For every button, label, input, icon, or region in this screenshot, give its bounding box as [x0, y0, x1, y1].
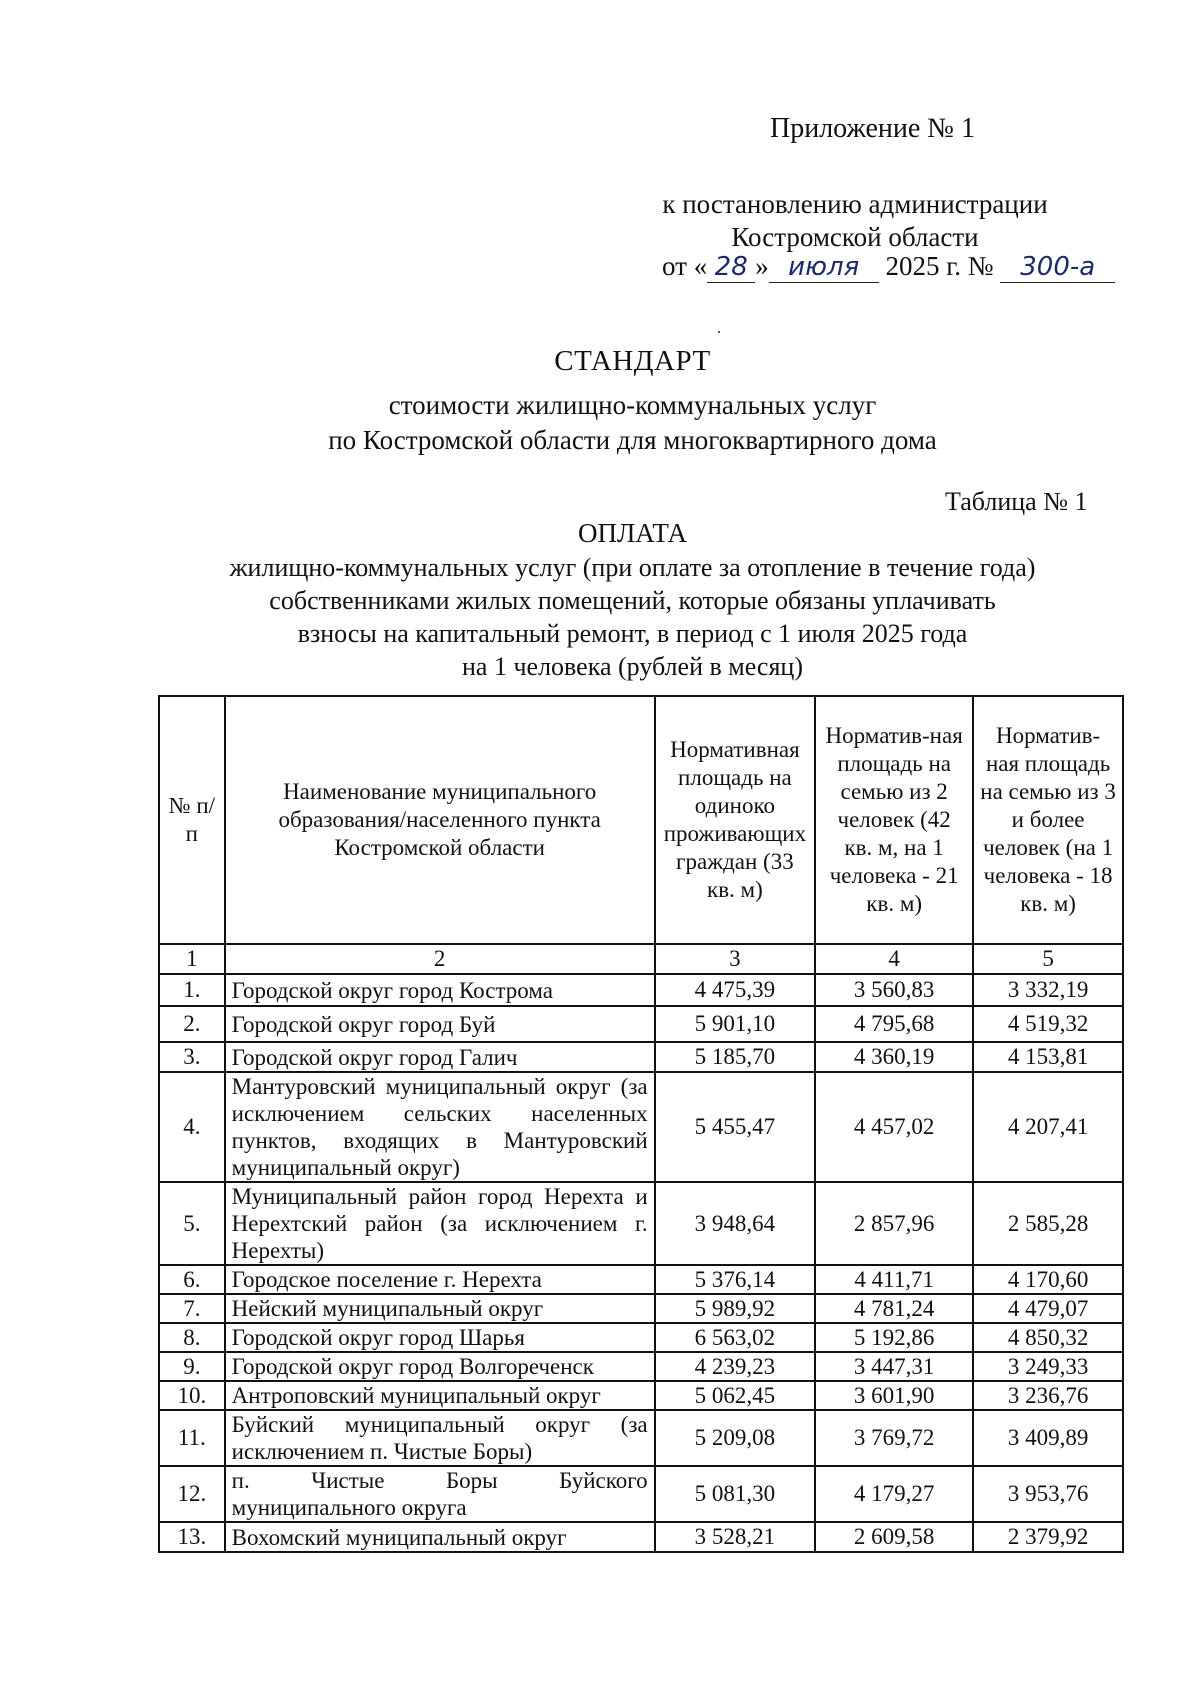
table-row: [159, 1381, 1123, 1410]
row-value-two: 5 192,86: [815, 1323, 973, 1352]
row-value-three: 3 249,33: [973, 1352, 1123, 1381]
decree-date-line: [662, 251, 1115, 283]
row-number: 13.: [159, 1522, 225, 1552]
header-two-persons: Норматив-ная площадь на семью из 2 человек (42 кв. м, на 1 человека - 21 кв. м): [815, 696, 973, 944]
index-cell: 5: [973, 944, 1123, 974]
row-value-three: 3 409,89: [973, 1410, 1123, 1466]
row-value-two: 3 447,31: [815, 1352, 973, 1381]
subtitle-line-1: стоимости жилищно-коммунальных услуг: [388, 390, 877, 420]
table-row: [159, 1072, 1123, 1182]
row-value-single: 4 475,39: [655, 974, 816, 1006]
table-row: [159, 1006, 1123, 1042]
date-year: 2025 г. №: [878, 251, 1001, 281]
row-value-single: 3 948,64: [655, 1182, 816, 1265]
row-value-three: 4 170,60: [973, 1265, 1123, 1294]
row-name: Городской округ город Кострома: [225, 974, 655, 1006]
row-name: Антроповский муниципальный округ: [225, 1381, 655, 1410]
description-line-3: взносы на капитальный ремонт, в период с 1 июля 2025 года: [297, 619, 968, 648]
table-row: [159, 974, 1123, 1006]
table-row: [159, 1323, 1123, 1352]
row-name: п. Чистые Боры Буйского муниципального округа: [225, 1466, 655, 1522]
row-value-two: 4 360,19: [815, 1042, 973, 1072]
description-line-1: жилищно-коммунальных услуг (при оплате за отопление в течение года): [229, 553, 1036, 582]
table-row: [159, 1522, 1123, 1552]
date-prefix: от «: [662, 251, 708, 281]
row-name: Нейский муниципальный округ: [225, 1294, 655, 1323]
header-three-persons: Норматив-ная площадь на семью из 3 и более человек (на 1 человека - 18 кв. м): [973, 696, 1123, 944]
date-mid: »: [755, 251, 769, 281]
row-value-single: 5 901,10: [655, 1006, 816, 1042]
row-value-two: 4 179,27: [815, 1466, 973, 1522]
table-row: [159, 1042, 1123, 1072]
table-row: [159, 1294, 1123, 1323]
row-value-single: 5 455,47: [655, 1072, 816, 1182]
row-name: Городской округ город Галич: [225, 1042, 655, 1072]
row-number: 1.: [159, 974, 225, 1006]
index-cell: 4: [815, 944, 973, 974]
row-name: Городской округ город Шарья: [225, 1323, 655, 1352]
row-value-three: 4 207,41: [973, 1072, 1123, 1182]
row-value-three: 3 332,19: [973, 974, 1123, 1006]
decree-reference: [620, 188, 1090, 254]
row-name: Буйский муниципальный округ (за исключением п. Чистые Боры): [225, 1410, 655, 1466]
row-value-single: 3 528,21: [655, 1522, 816, 1552]
row-value-three: 4 153,81: [973, 1042, 1123, 1072]
row-value-single: 5 185,70: [655, 1042, 816, 1072]
row-value-three: 2 379,92: [973, 1522, 1123, 1552]
row-name: Муниципальный район город Нерехта и Нерехтский район (за исключением г. Нерехты): [225, 1182, 655, 1265]
table-title: ОПЛАТА: [577, 518, 688, 548]
row-name: Городской округ город Волгореченск: [225, 1352, 655, 1381]
row-number: 9.: [159, 1352, 225, 1381]
row-number: 4.: [159, 1072, 225, 1182]
row-value-single: 5 081,30: [655, 1466, 816, 1522]
row-value-two: 3 601,90: [815, 1381, 973, 1410]
row-number: 8.: [159, 1323, 225, 1352]
row-value-three: 4 519,32: [973, 1006, 1123, 1042]
table-description: [0, 551, 1200, 683]
row-value-single: 4 239,23: [655, 1352, 816, 1381]
row-number: 7.: [159, 1294, 225, 1323]
index-cell: 3: [655, 944, 816, 974]
date-day-handwritten: 28: [707, 252, 755, 283]
row-value-three: 4 479,07: [973, 1294, 1123, 1323]
row-value-single: 5 062,45: [655, 1381, 816, 1410]
row-value-three: 4 850,32: [973, 1323, 1123, 1352]
date-month-handwritten: июля: [769, 252, 879, 283]
table-body: [159, 944, 1123, 1552]
index-cell: 1: [159, 944, 225, 974]
subtitle-line-2: по Костромской области для многоквартирного дома: [328, 425, 937, 455]
table-header-row: [159, 696, 1123, 944]
description-line-4: на 1 человека (рублей в месяц): [462, 652, 803, 681]
row-value-single: 6 563,02: [655, 1323, 816, 1352]
document-title: СТАНДАРТ: [554, 345, 711, 377]
header-name: Наименование муниципального образования/населенного пункта Костромской области: [225, 696, 655, 944]
row-value-two: 4 411,71: [815, 1265, 973, 1294]
header-number: № п/п: [159, 696, 225, 944]
row-number: 3.: [159, 1042, 225, 1072]
row-value-three: 2 585,28: [973, 1182, 1123, 1265]
row-value-two: 3 560,83: [815, 974, 973, 1006]
table-row: [159, 1466, 1123, 1522]
row-value-two: 2 609,58: [815, 1522, 973, 1552]
row-value-two: 4 457,02: [815, 1072, 973, 1182]
row-name: Вохомский муниципальный округ: [225, 1522, 655, 1552]
row-name: Мантуровский муниципальный округ (за исключением сельских населенных пунктов, входящих в Мантуровский муниципальный округ): [225, 1072, 655, 1182]
row-value-three: 3 236,76: [973, 1381, 1123, 1410]
table-row: [159, 1410, 1123, 1466]
decree-line-1: к постановлению администрации: [662, 189, 1048, 219]
table-row: [159, 1182, 1123, 1265]
row-value-three: 3 953,76: [973, 1466, 1123, 1522]
row-number: 10.: [159, 1381, 225, 1410]
row-number: 11.: [159, 1410, 225, 1466]
row-value-two: 3 769,72: [815, 1410, 973, 1466]
row-value-single: 5 209,08: [655, 1410, 816, 1466]
row-number: 6.: [159, 1265, 225, 1294]
row-value-two: 2 857,96: [815, 1182, 973, 1265]
cost-table: [158, 695, 1124, 1553]
row-value-two: 4 781,24: [815, 1294, 973, 1323]
row-name: Городской округ город Буй: [225, 1006, 655, 1042]
description-line-2: собственниками жилых помещений, которые обязаны уплачивать: [269, 586, 996, 615]
row-value-two: 4 795,68: [815, 1006, 973, 1042]
index-cell: 2: [225, 944, 655, 974]
table-number: Таблица № 1: [945, 487, 1088, 516]
row-number: 12.: [159, 1466, 225, 1522]
row-number: 2.: [159, 1006, 225, 1042]
header-single: Нормативная площадь на одиноко проживающих граждан (33 кв. м): [655, 696, 816, 944]
row-number: 5.: [159, 1182, 225, 1265]
scan-dot: [718, 331, 720, 333]
appendix-label: Приложение № 1: [770, 113, 975, 144]
document-subtitle: [0, 388, 1200, 458]
row-value-single: 5 989,92: [655, 1294, 816, 1323]
table-row: [159, 1265, 1123, 1294]
decree-number-handwritten: 300-а: [1000, 252, 1115, 283]
row-name: Городское поселение г. Нерехта: [225, 1265, 655, 1294]
table-row: [159, 1352, 1123, 1381]
column-index-row: [159, 944, 1123, 974]
decree-line-2: Костромской области: [731, 222, 979, 252]
row-value-single: 5 376,14: [655, 1265, 816, 1294]
